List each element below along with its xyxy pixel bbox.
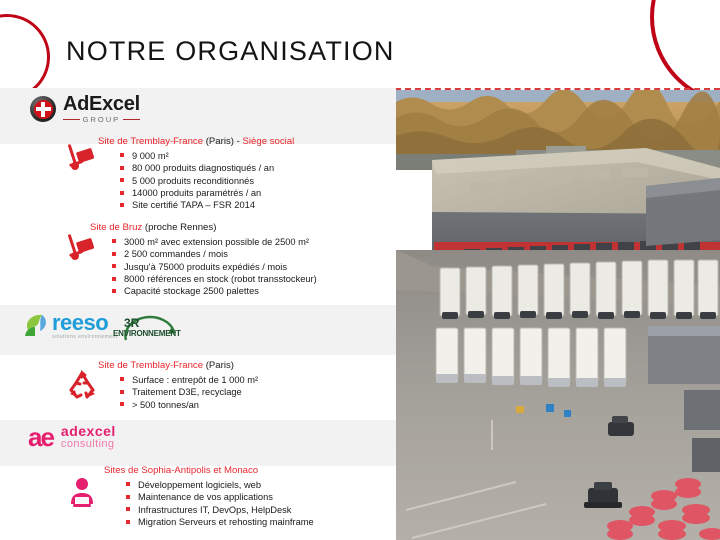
block-body [104,465,394,528]
block-body [90,222,380,298]
warehouse-photo [396,90,720,540]
reeso-leaf-icon [22,310,50,340]
reeso-logo-tagline: solutions environnement [52,334,118,340]
bullet-list [98,150,388,212]
block-heading: Site de Bruz (proche Rennes) [90,222,217,233]
adexcel-logo-sub-wrap [63,115,140,124]
block-heading: Sites de Sophia-Antipolis et Monaco [104,465,259,476]
person-laptop-icon [64,473,104,513]
block-heading: Site de Tremblay-France (Paris) [98,360,234,371]
list-item: 2 500 commandes / mois [112,248,380,260]
adexcel-group-logo [30,94,140,124]
list-item: Migration Serveurs et rehosting mainframe [126,516,394,528]
block-heading: Site de Tremblay-France (Paris) - Siège social [98,136,295,147]
list-item: > 500 tonnes/an [120,399,388,411]
adexcel-consulting-name: adexcel [60,423,116,439]
adexcel-consulting-logo [28,422,116,453]
list-item: Infrastructures IT, DevOps, HelpDesk [126,504,394,516]
adexcel-logo-name: AdExcel [63,93,140,115]
list-item: 5 000 produits reconditionnés [120,175,388,187]
reeso-logo [22,310,118,340]
list-item: Développement logiciels, web [126,479,394,491]
block-body [98,136,388,212]
list-item: Site certifié TAPA – FSR 2014 [120,199,388,211]
list-item: 8000 références en stock (robot transstockeur) [112,273,380,285]
hand-truck-icon [62,138,102,178]
adexcel-logo-sub: GROUP [82,115,121,124]
content-column [0,88,396,540]
list-item: Maintenance de vos applications [126,491,394,503]
bullet-list [98,374,388,411]
list-item: Traitement D3E, recyclage [120,386,388,398]
list-item: 80 000 produits diagnostiqués / an [120,162,388,174]
troisr-logo-name: 3R [124,316,140,330]
list-item: 14000 produits paramétrés / an [120,187,388,199]
troisr-logo-sub: ENVIRONNEMENT [113,329,181,338]
adexcel-badge-icon [30,96,56,122]
troisr-environnement-logo [112,308,190,348]
adexcel-consulting-mark: ae [28,422,53,453]
list-item: 3000 m² avec extension possible de 2500 m² [112,236,380,248]
list-item: Capacité stockage 2500 palettes [112,285,380,297]
list-item: Surface : entrepôt de 1 000 m² [120,374,388,386]
adexcel-consulting-sub: consulting [60,437,115,450]
bullet-list [90,236,380,298]
reeso-logo-name: reeso [52,310,109,336]
recycle-icon [62,364,102,404]
page-title: NOTRE ORGANISATION [66,36,395,66]
list-item: 9 000 m² [120,150,388,162]
bullet-list [104,479,394,528]
list-item: Jusqu'à 75000 produits expédiés / mois [112,261,380,273]
block-body [98,360,388,411]
